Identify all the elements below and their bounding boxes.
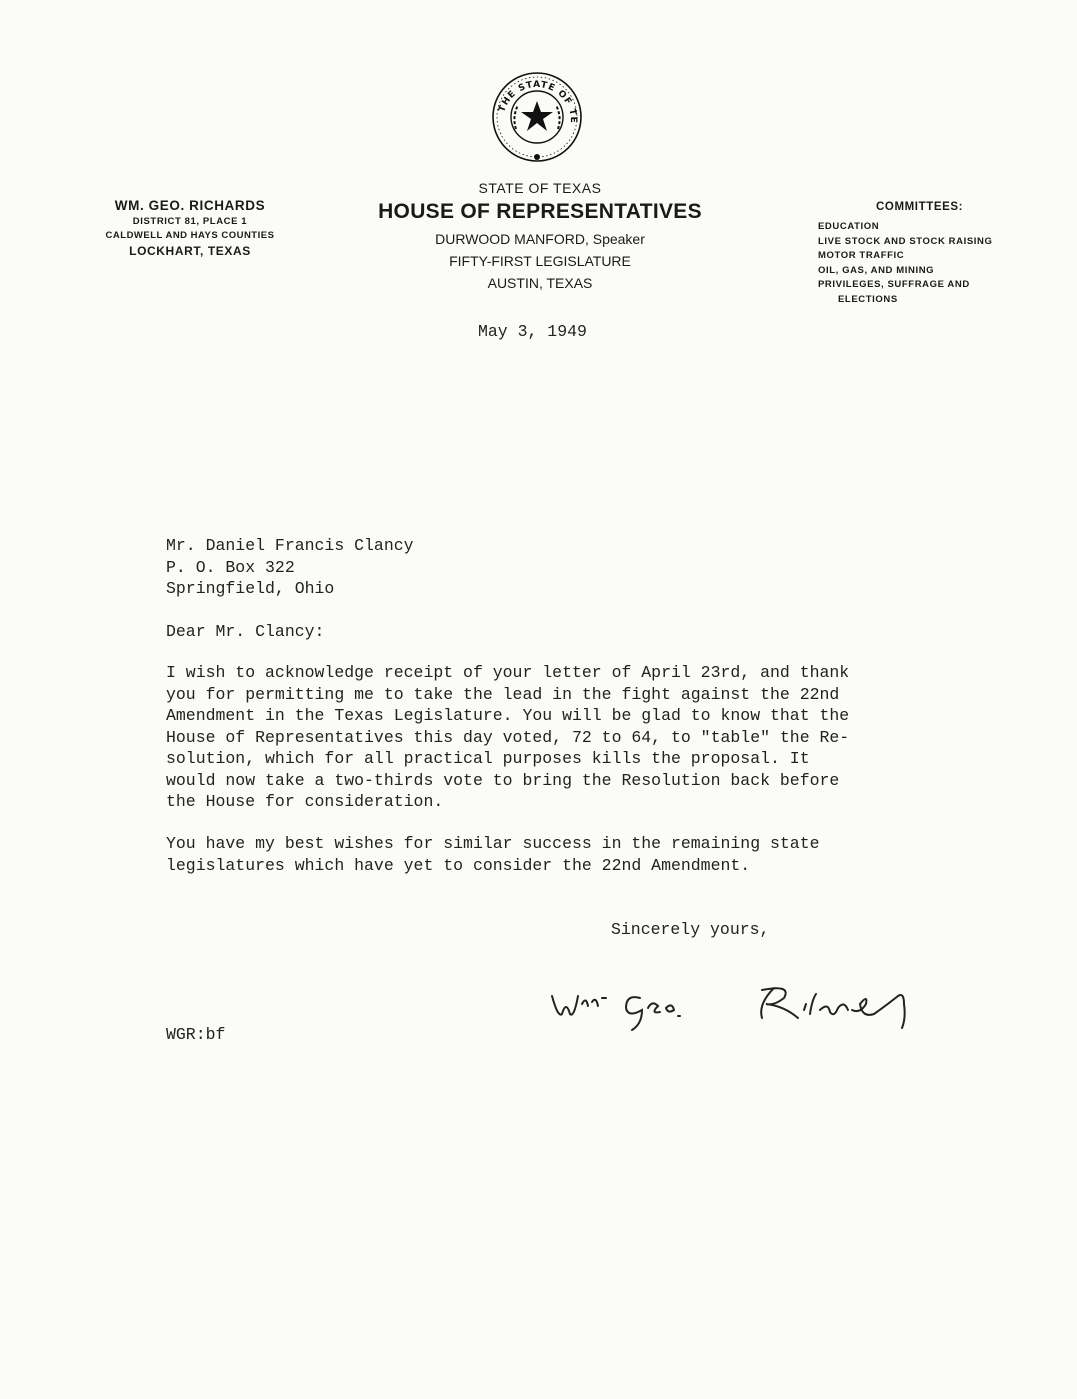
texas-state-seal: [478, 71, 596, 163]
committee-item: LIVE STOCK AND STOCK RAISING: [818, 235, 993, 247]
paragraph-line: you for permitting me to take the lead in the fight against the 22nd: [166, 684, 840, 704]
member-counties: CALDWELL AND HAYS COUNTIES: [105, 230, 275, 241]
closing: Sincerely yours,: [611, 920, 770, 939]
paragraph-line: I wish to acknowledge receipt of your letter of April 23rd, and thank: [166, 663, 850, 682]
handwritten-signature: [548, 974, 948, 1034]
paragraph-line: House of Representatives this day voted, 72 to 64, to "table" the Re-: [166, 727, 850, 747]
body-paragraph-2: [166, 833, 926, 876]
typist-initials: WGR:bf: [166, 1025, 226, 1044]
paragraph-line: legislatures which have yet to consider the 22nd Amendment.: [166, 855, 751, 875]
address-line: Mr. Daniel Francis Clancy: [166, 536, 414, 555]
paragraph-line: would now take a two-thirds vote to bring the Resolution back before: [166, 770, 840, 790]
committees-list: [818, 220, 1028, 307]
letterhead-house: HOUSE OF REPRESENTATIVES: [378, 200, 702, 223]
paragraph-line: solution, which for all practical purposes kills the proposal. It: [166, 749, 810, 768]
salutation: Dear Mr. Clancy:: [166, 622, 325, 641]
committee-item: OIL, GAS, AND MINING: [818, 264, 935, 276]
seal-text: THE STATE OF TE: [497, 79, 579, 124]
committee-item: ELECTIONS: [838, 293, 898, 305]
body-paragraph-1: [166, 662, 926, 813]
paragraph-line: Amendment in the Texas Legislature. You will be glad to know that the: [166, 706, 850, 725]
recipient-address: [166, 535, 414, 600]
committee-item: PRIVILEGES, SUFFRAGE AND: [818, 279, 970, 290]
address-line: Springfield, Ohio: [166, 579, 335, 598]
letterhead-city: AUSTIN, TEXAS: [487, 275, 593, 291]
address-line: P. O. Box 322: [166, 557, 295, 577]
committees-title: COMMITTEES:: [876, 201, 964, 213]
committee-item: MOTOR TRAFFIC: [818, 250, 905, 261]
paragraph-line: You have my best wishes for similar success in the remaining state: [166, 834, 820, 853]
member-district: DISTRICT 81, PLACE 1: [132, 216, 248, 227]
letterhead-speaker: DURWOOD MANFORD, Speaker: [435, 231, 645, 247]
letter-date: May 3, 1949: [478, 322, 587, 341]
member-city: LOCKHART, TEXAS: [129, 244, 251, 258]
member-name: WM. GEO. RICHARDS: [114, 198, 266, 213]
letterhead-state: STATE OF TEXAS: [478, 180, 602, 196]
letterhead-legislature: FIFTY-FIRST LEGISLATURE: [449, 253, 631, 269]
paragraph-line: the House for consideration.: [166, 792, 444, 811]
committee-item: EDUCATION: [818, 221, 880, 232]
